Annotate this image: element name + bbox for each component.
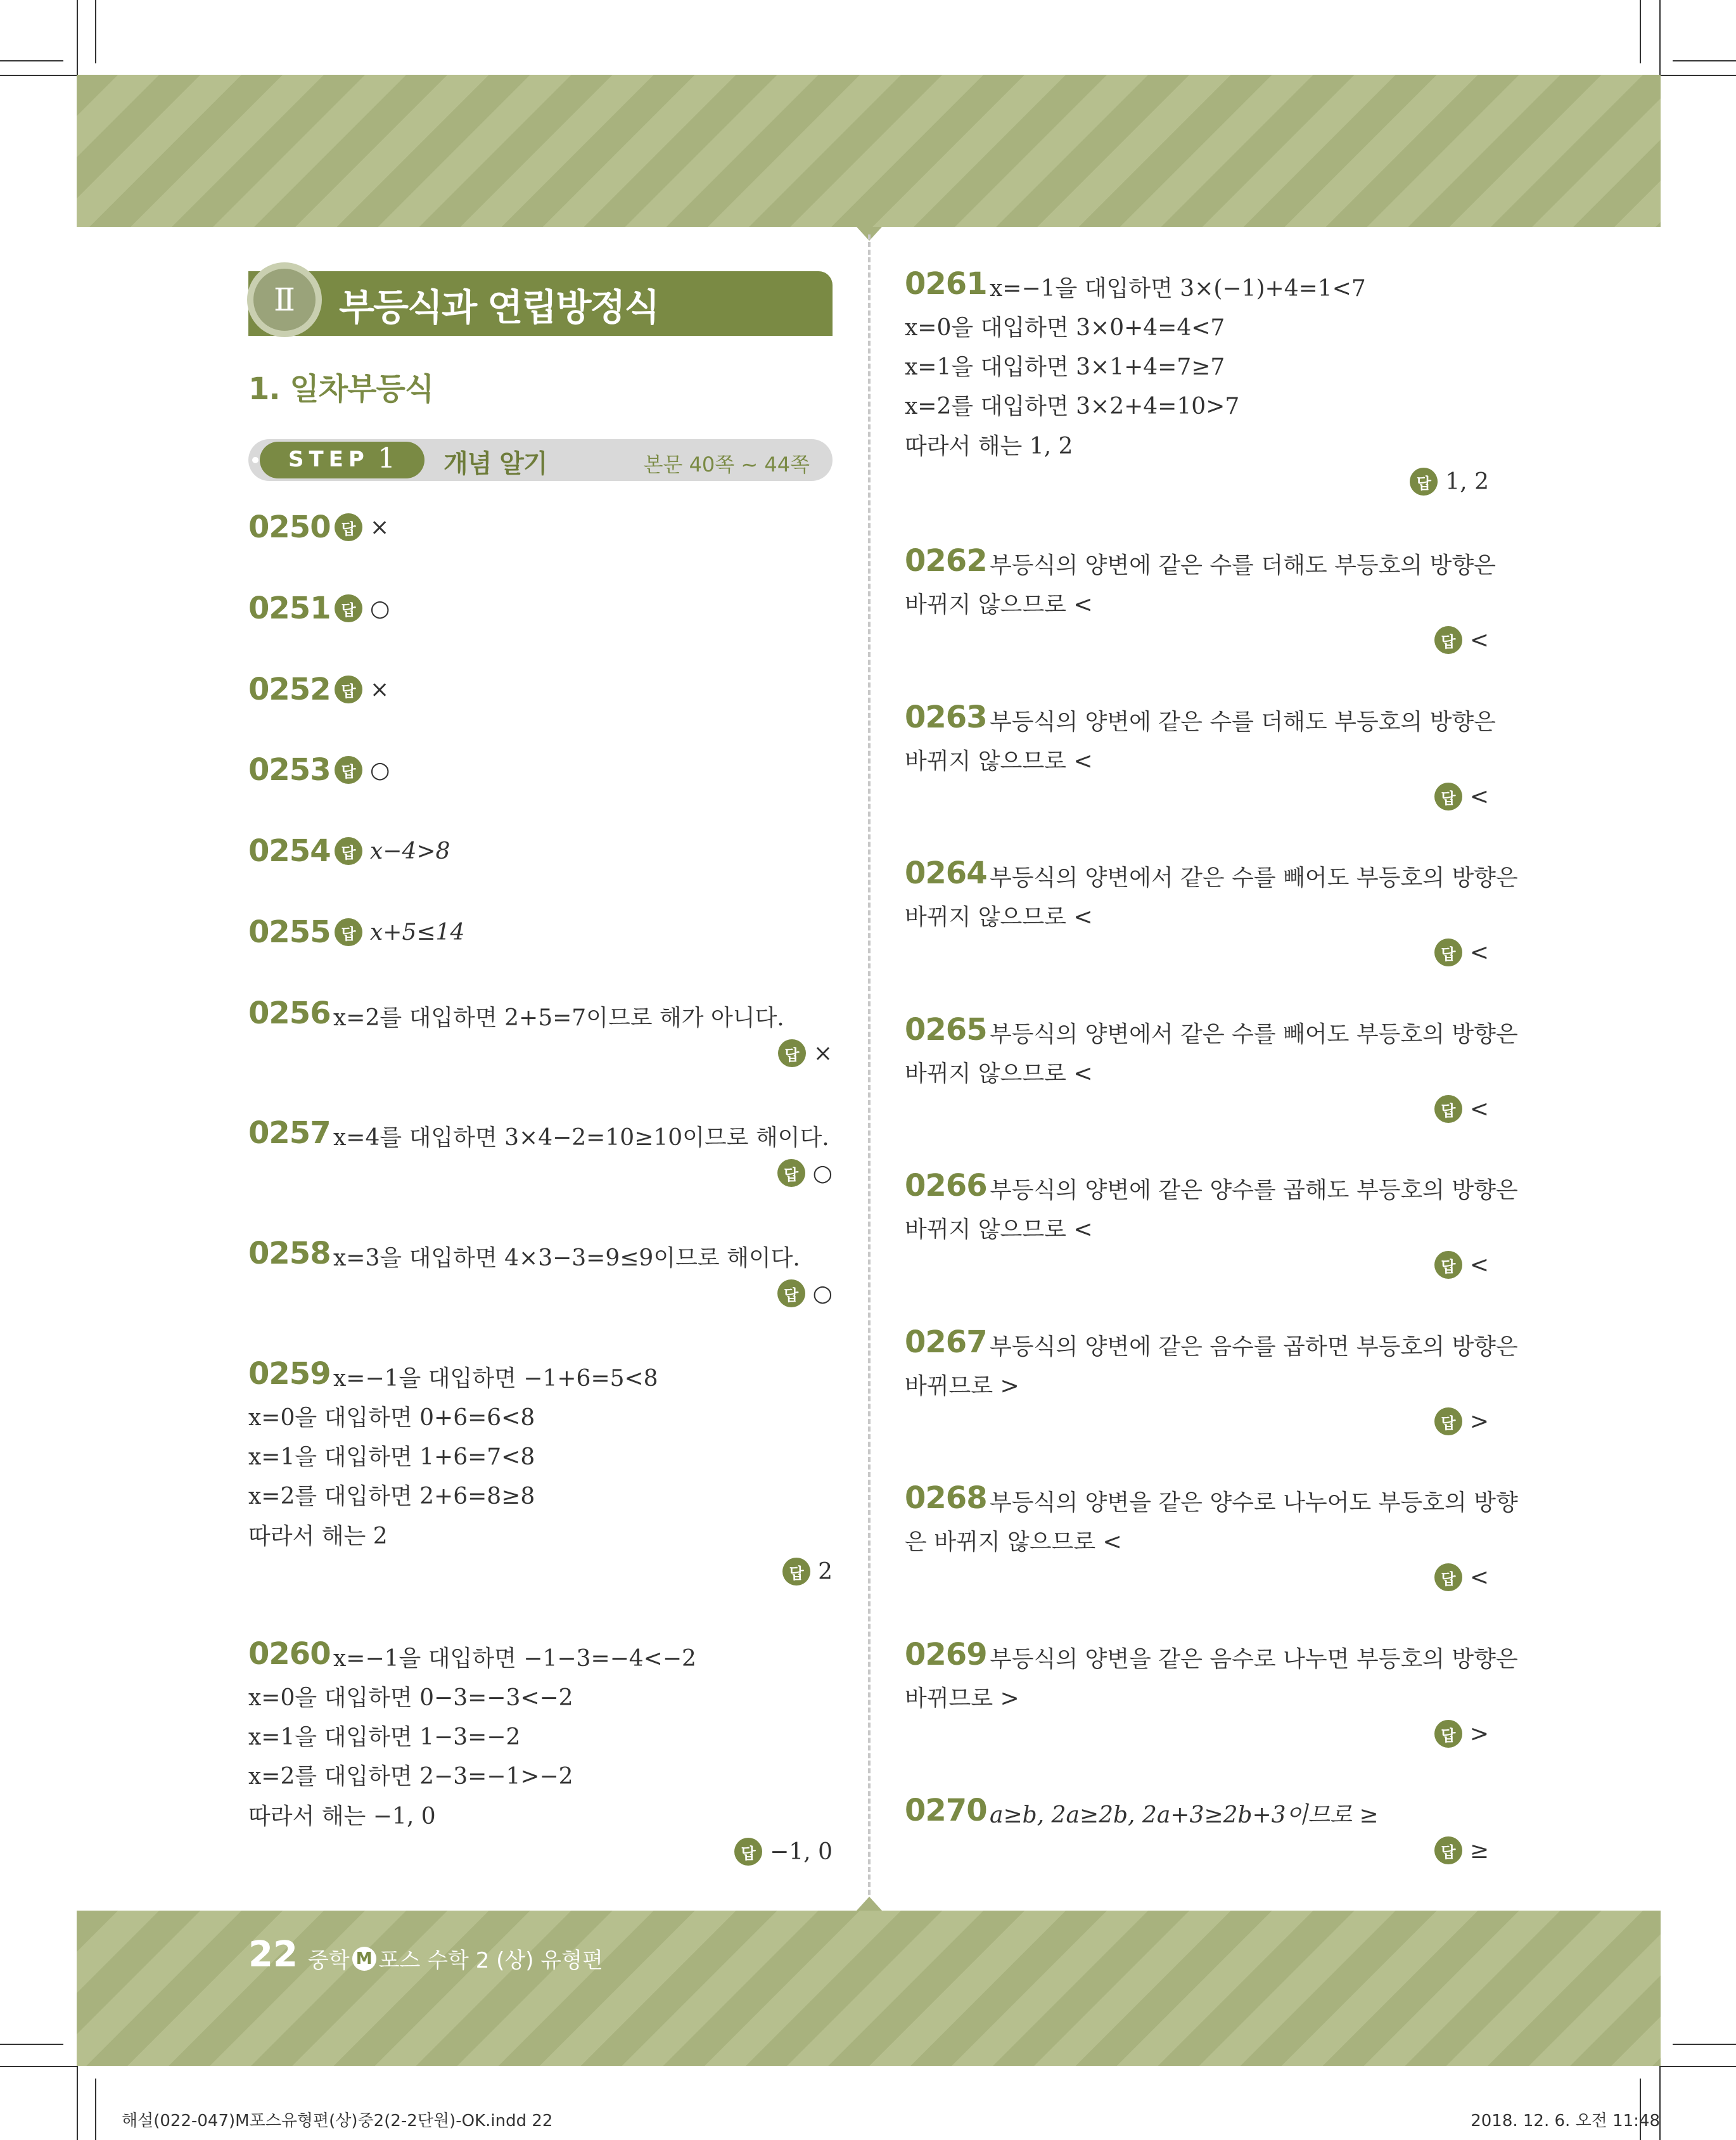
answer-badge: 답 [734,1838,762,1866]
problem-number: 0251 [248,591,331,626]
crop-mark [0,2066,77,2067]
answer-badge: 답 [335,837,362,865]
problem-number: 0262 [905,543,987,579]
book-logo-icon: M [352,1947,376,1971]
step-title: 개념 알기 [444,449,547,478]
answer-badge: 답 [782,1558,810,1586]
answer-badge: 답 [335,594,362,622]
answer [335,837,450,865]
answer [1434,783,1489,811]
solution-line: x=4를 대입하면 3×4−2=10≥10이므로 해이다. [333,1125,829,1151]
solution-line: x=−1을 대입하면 3×(−1)+4=1<7 [990,276,1366,302]
problem-number: 0269 [905,1637,987,1672]
solution-line: 바뀌지 않으므로 < [905,1217,1093,1243]
problem-number: 0253 [248,752,331,788]
crop-mark [77,0,78,75]
print-datetime: 2018. 12. 6. 오전 11:48 [1471,2111,1660,2130]
answer-badge: 답 [1434,1407,1462,1435]
solution-line: x=2를 대입하면 3×2+4=10>7 [905,394,1240,420]
answer-value: ○ [812,1160,833,1186]
crop-mark [1659,0,1661,75]
answer-badge: 답 [1410,468,1438,496]
answer-badge: 답 [1434,1836,1462,1864]
answer [782,1558,833,1586]
solution-line: 부등식의 양변에서 같은 수를 빼어도 부등호의 방향은 [990,1022,1518,1048]
solution-line: 부등식의 양변에 같은 수를 더해도 부등호의 방향은 [990,709,1496,735]
answer [1410,468,1489,496]
solution-line: 바뀌지 않으므로 < [905,904,1093,930]
answer [1434,1407,1489,1435]
answer-badge: 답 [778,1039,806,1067]
problem-number: 0257 [248,1115,331,1151]
solution-line: x=−1을 대입하면 −1+6=5<8 [333,1366,658,1392]
problem-number: 0250 [248,509,331,545]
answer-badge: 답 [1434,1095,1462,1123]
chapter-title: 부등식과 연립방정식 [339,286,659,329]
problem-number: 0264 [905,855,987,891]
section-title: 1. 일차부등식 [248,371,434,407]
answer-badge: 답 [1434,626,1462,654]
solution-line: x=0을 대입하면 0−3=−3<−2 [248,1685,573,1711]
answer-value: ○ [812,1280,833,1307]
solution-line: 바뀌므로 > [905,1373,1019,1399]
crop-mark [95,0,96,63]
problem-number: 0268 [905,1480,987,1516]
answer-value: ○ [370,595,390,622]
solution-line: a≥b, 2a≥2b, 2a+3≥2b+3이므로 ≥ [990,1802,1379,1828]
solution-line: x=1을 대입하면 1−3=−2 [248,1724,521,1750]
answer-badge: 답 [1434,1251,1462,1279]
problem-number: 0266 [905,1168,987,1203]
answer-badge: 답 [777,1279,805,1307]
crop-mark [77,2066,78,2140]
problem-number: 0252 [248,672,331,707]
answer [1434,1836,1489,1864]
answer-value: < [1469,939,1489,966]
problem-number: 0270 [905,1793,987,1828]
divider-notch-bottom [857,1897,882,1911]
answer-value: < [1469,1564,1489,1591]
answer-badge: 답 [335,918,362,946]
answer [335,594,390,622]
answer-badge: 답 [335,756,362,784]
answer-value: > [1469,1408,1489,1435]
solution-line: x=2를 대입하면 2+5=7이므로 해가 아니다. [333,1005,784,1031]
solution-line: x=0을 대입하면 3×0+4=4<7 [905,315,1225,341]
problem-number: 0261 [905,266,987,302]
solution-line: x=3을 대입하면 4×3−3=9≤9이므로 해이다. [333,1245,800,1271]
solution-line: x=0을 대입하면 0+6=6<8 [248,1405,535,1431]
problem-number: 0265 [905,1012,987,1048]
book-title-suffix: 포스 수학 2 (상) 유형편 [378,1948,603,1973]
answer [734,1838,833,1866]
step-dot [252,457,258,463]
crop-mark [1661,2066,1736,2067]
solution-line: 따라서 해는 2 [248,1523,388,1549]
problem-number: 0260 [248,1636,331,1672]
answer-value: < [1469,783,1489,810]
answer-value: −1, 0 [770,1838,833,1865]
crop-mark [1673,2044,1736,2045]
answer [1434,1251,1489,1279]
chapter-number-circle [247,262,322,337]
header-band [77,75,1661,227]
problem-number: 0254 [248,833,331,869]
answer-value: ○ [370,757,390,783]
solution-line: 부등식의 양변에 같은 양수를 곱해도 부등호의 방향은 [990,1177,1518,1203]
page-number: 22 [248,1934,298,1975]
solution-line: x=2를 대입하면 2−3=−1>−2 [248,1764,573,1790]
answer-value: × [370,514,390,541]
crop-mark [0,60,63,61]
solution-line: 부등식의 양변을 같은 양수로 나누어도 부등호의 방향 [990,1490,1518,1516]
answer-value: × [370,676,390,703]
answer-value: ≥ [1469,1837,1489,1864]
crop-mark [1661,75,1736,76]
footer-band [77,1911,1661,2066]
problem-number: 0255 [248,914,331,950]
answer-value: < [1469,1096,1489,1122]
crop-mark [0,75,77,76]
answer [1434,626,1489,654]
answer [777,1159,833,1187]
solution-line: 부등식의 양변을 같은 음수로 나누면 부등호의 방향은 [990,1646,1518,1672]
solution-line: 부등식의 양변에 같은 수를 더해도 부등호의 방향은 [990,553,1496,579]
answer-value: < [1469,1252,1489,1278]
solution-line: 따라서 해는 −1, 0 [248,1804,436,1829]
step-page-reference: 본문 40쪽 ~ 44쪽 [643,452,810,477]
answer-badge: 답 [1434,939,1462,966]
answer [777,1279,833,1307]
answer-value: x−4>8 [370,838,450,864]
solution-line: x=1을 대입하면 3×1+4=7≥7 [905,354,1225,380]
solution-line: x=1을 대입하면 1+6=7<8 [248,1444,535,1470]
solution-line: 바뀌지 않으므로 < [905,592,1093,618]
answer [335,918,464,946]
answer-value: < [1469,627,1489,653]
problem-number: 0259 [248,1356,331,1392]
solution-line: 부등식의 양변에서 같은 수를 빼어도 부등호의 방향은 [990,865,1518,891]
answer-badge: 답 [335,676,362,703]
chapter-numeral: Ⅱ [274,281,295,318]
solution-line: x=2를 대입하면 2+6=8≥8 [248,1483,535,1509]
book-title-prefix: 중학 [308,1948,350,1973]
solution-line: 은 바뀌지 않으므로 < [905,1529,1122,1555]
solution-line: 부등식의 양변에 같은 음수를 곱하면 부등호의 방향은 [990,1334,1518,1360]
answer-badge: 답 [335,513,362,541]
answer-value: > [1469,1720,1489,1747]
answer [335,676,389,703]
answer-value: × [813,1040,833,1067]
answer [1434,1720,1489,1748]
answer [335,513,389,541]
solution-line: x=−1을 대입하면 −1−3=−4<−2 [333,1646,696,1672]
answer [1434,1095,1489,1123]
answer [335,756,390,784]
step-number: 1 [378,442,395,475]
problem-number: 0258 [248,1236,331,1271]
solution-line: 바뀌므로 > [905,1686,1019,1712]
answer-value: 1, 2 [1445,468,1489,495]
answer-badge: 답 [1434,1563,1462,1591]
column-divider [868,234,871,1895]
solution-line: 바뀌지 않으므로 < [905,1061,1093,1087]
answer-badge: 답 [1434,783,1462,811]
crop-mark [0,2044,63,2045]
problem-number: 0267 [905,1324,987,1360]
answer [1434,1563,1489,1591]
crop-mark [95,2079,96,2140]
solution-line: 따라서 해는 1, 2 [905,433,1073,459]
answer [1434,939,1489,966]
problem-number: 0263 [905,700,987,735]
book-title [308,1943,603,1974]
file-info: 해설(022-047)M포스유형편(상)중2(2-2단원)-OK.indd 22 [122,2111,553,2130]
answer-badge: 답 [1434,1720,1462,1748]
solution-line: 바뀌지 않으므로 < [905,748,1093,774]
step-label: STEP [288,447,369,472]
answer-value: 2 [818,1558,833,1585]
answer-value: x+5≤14 [370,919,465,945]
answer [778,1039,833,1067]
crop-mark [1673,60,1736,61]
crop-mark [1640,0,1641,63]
answer-badge: 답 [777,1159,805,1187]
problem-number: 0256 [248,996,331,1031]
